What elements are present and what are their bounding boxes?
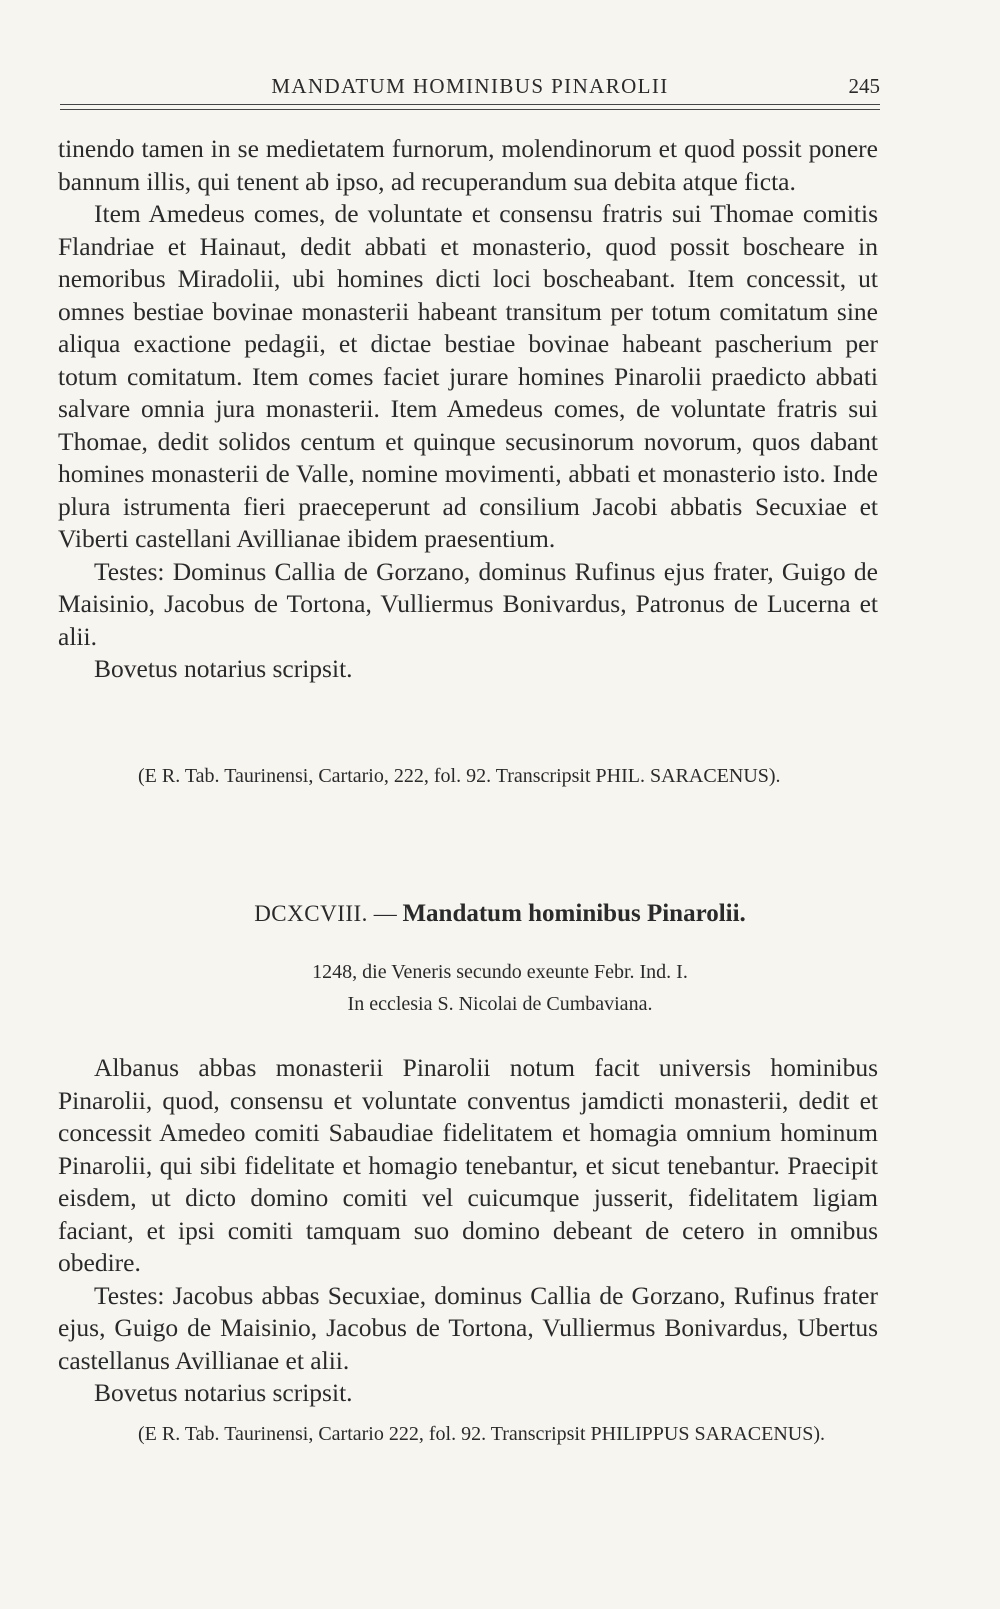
- heading-dash: —: [373, 901, 397, 926]
- source-note-text: (E R. Tab. Taurinensi, Cartario, 222, fol. 92. Transcripsit PHIL. SARACENUS).: [138, 765, 781, 787]
- paragraph: Albanus abbas monasterii Pinarolii notum facit universis hominibus Pinarolii, quod, consensu et voluntate conventus jamdicti monasterii, dedit et concessit Amedeo comiti Sabaudiae fidelitatem et homagia omnium hominum Pinarolii, qui sibi fidelitate et homagio tenebantur, et sicut tenebantur. Praecipit eisdem, ut dicto domino comiti vel cuicumque jusserit, fidelitatem ligiam faciant, et ipsi comiti tamquam suo domino debeant de cetero in omnibus obedire.: [58, 1053, 878, 1277]
- notary-line: Bovetus notarius scripsit.: [94, 654, 353, 683]
- paragraph: tinendo tamen in se medietatem furnorum, molendinorum et quod possit ponere bannum illis, qui tenent ab ipso, ad recuperandum sua debita atque ficta.: [58, 134, 878, 196]
- document-heading: [0, 900, 1000, 928]
- notary-line: Bovetus notarius scripsit.: [94, 1378, 353, 1407]
- header-rule-thin: [60, 109, 880, 110]
- document-number: DCXCVIII.: [254, 901, 368, 926]
- page-number: 245: [848, 74, 880, 98]
- running-title: MANDATUM HOMINIBUS PINAROLII: [271, 74, 669, 98]
- witnesses-paragraph: Testes: Jacobus abbas Secuxiae, dominus Callia de Gorzano, Rufinus frater ejus, Guigo de Maisinio, Jacobus de Tortona, Vulliermus Bonivardus, Ubertus castellanus Avillianae et alii.: [58, 1280, 878, 1375]
- header-rule: [60, 104, 880, 105]
- paragraph: Item Amedeus comes, de voluntate et consensu fratris sui Thomae comitis Flandriae et Hainaut, dedit abbati et monasterio, quod possit boscheare in nemoribus Miradolii, ubi homines dicti loci boscheabant. Item concessit, ut omnes bestiae bovinae monasterii habeant transitum per totum comitatum sine aliqua exactione pedagii, et dictae bestiae bovinae habeant pascherium per totum comitatum. Item comes faciet jurare homines Pinarolii praedicto abbati salvare omnia jura monasterii. Item Amedeus comes, de voluntate fratris sui Thomae, dedit solidos centum et quinque secusinorum novorum, quos dabant homines monasterii de Valle, nomine movimenti, abbati et monasterio isto. Inde plura istrumenta fieri praeceperunt ad consilium Jacobi abbatis Secuxiae et Viberti castellani Avillianae ibidem praesentium.: [58, 199, 878, 553]
- source-note: [58, 764, 878, 788]
- running-head: [60, 70, 880, 100]
- source-note-text: (E R. Tab. Taurinensi, Cartario 222, fol. 92. Transcripsit PHILIPPUS SARACENUS).: [138, 1423, 826, 1445]
- date-line: 1248, die Veneris secundo exeunte Febr. Ind. I.: [312, 961, 688, 983]
- section-one-body: [58, 133, 878, 686]
- document-title: Mandatum hominibus Pinarolii.: [402, 900, 746, 927]
- source-note-two: [58, 1422, 878, 1446]
- witnesses-paragraph: Testes: Dominus Callia de Gorzano, dominus Rufinus ejus frater, Guigo de Maisinio, Jacobus de Tortona, Vulliermus Bonivardus, Patronus de Lucerna et alii.: [58, 556, 878, 651]
- place-line: In ecclesia S. Nicolai de Cumbaviana.: [347, 993, 653, 1015]
- section-two-body: [58, 1052, 878, 1410]
